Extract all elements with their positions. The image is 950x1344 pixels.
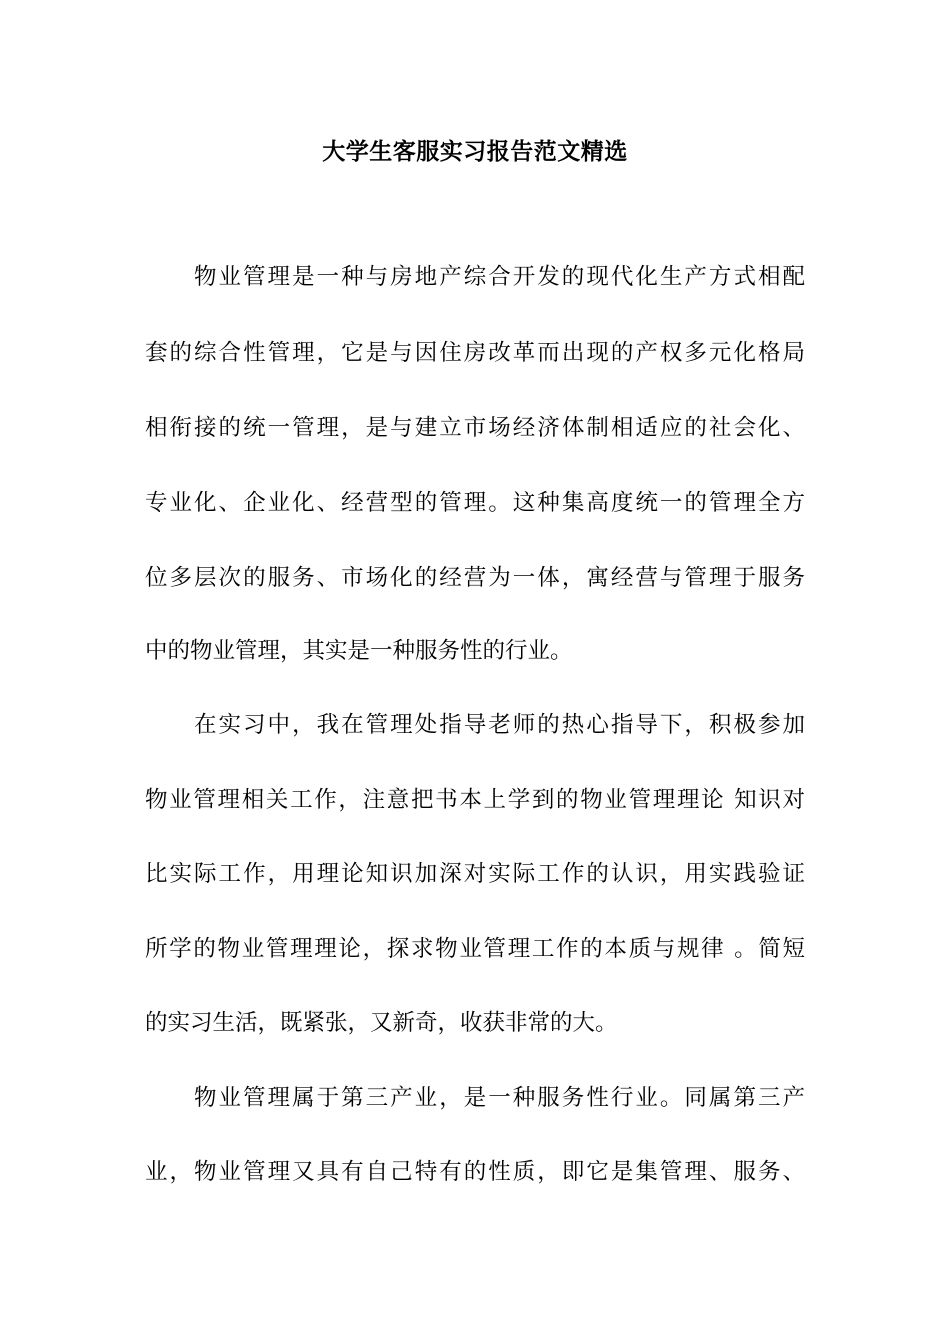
paragraph-line: 套的综合性管理，它是与因住房改革而出现的产权多元化格局 <box>145 340 805 366</box>
paragraph-line: 比实际工作，用理论知识加深对实际工作的认识，用实践验证 <box>145 861 805 887</box>
paragraph-line: 专业化、企业化、经营型的管理。这种集高度统一的管理全方 <box>145 490 805 516</box>
paragraph-line: 物业管理相关工作，注意把书本上学到的物业管理理论 知识对 <box>145 787 805 813</box>
paragraph-line: 物业管理是一种与房地产综合开发的现代化生产方式相配 <box>194 264 805 290</box>
paragraph-line: 物业管理属于第三产业，是一种服务性行业。同属第三产 <box>194 1085 805 1111</box>
paragraph-line: 业，物业管理又具有自己特有的性质，即它是集管理、服务、 <box>145 1159 805 1185</box>
paragraph-line: 的实习生活，既紧张，又新奇，收获非常的大。 <box>145 1010 618 1036</box>
paragraph-line: 中的物业管理，其实是一种服务性的行业。 <box>145 638 573 664</box>
paragraph-line: 相衔接的统一管理，是与建立市场经济体制相适应的社会化、 <box>145 415 805 441</box>
paragraph-line: 位多层次的服务、市场化的经营为一体，寓经营与管理于服务 <box>145 565 805 591</box>
document-title: 大学生客服实习报告范文精选 <box>322 138 628 165</box>
paragraph-line: 所学的物业管理理论，探求物业管理工作的本质与规律 。简短 <box>145 936 805 962</box>
paragraph-line: 在实习中，我在管理处指导老师的热心指导下，积极参加 <box>194 712 805 738</box>
